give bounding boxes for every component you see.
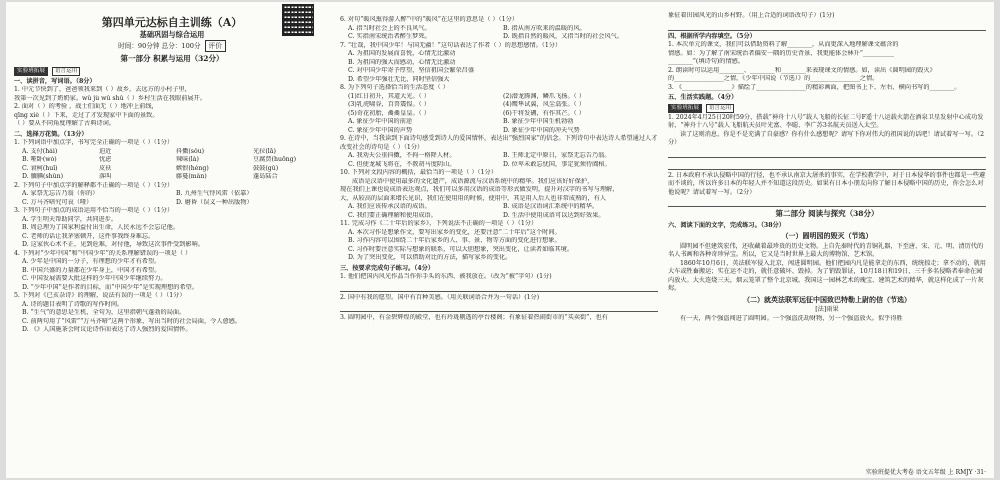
option-cell: 迫近 — [99, 147, 112, 155]
option-cell: 皮袄 — [99, 164, 112, 172]
option-line: B. 为祖国的强大而感动，心情无比激动 — [348, 58, 456, 66]
option-cell: (3)乳虎啸谷，百兽震惶。（ ） — [348, 101, 430, 108]
sec4-title: 四、根据所学内容填空。（5分） — [668, 32, 756, 40]
option-cell: 豆腐贾(huōng) — [253, 156, 297, 163]
tag-language: 语言运用 — [52, 67, 80, 76]
option-line: D. “少年中国”是作者的目标，而“中国少年”是实现理想的希望。 — [22, 283, 199, 291]
answer-line[interactable] — [668, 21, 986, 31]
option-cell: A. 我们应该传承汉语的成语。 — [348, 203, 431, 210]
question: 11. 完成习作《二十年后的家乡》，下列说法不正确的一项是（ ）（1分） — [340, 220, 538, 227]
answer-line[interactable] — [668, 197, 986, 207]
column-left — [14, 2, 330, 478]
time-score-text: 时间：90分钟 总分：100分 — [118, 42, 201, 50]
tag-extension: 实验班拓展 — [14, 67, 48, 76]
option-line: B. 中国兴盛的力量都在少年身上，中国才有希望。 — [22, 266, 161, 274]
practice-text: 1. 2024年4月25日20时59分，搭载“神舟十八号”载人飞船的长征二号F遥十八运载火箭在酒泉卫星发射中心成功发射，“神舟十八号”载人飞船航天员叶光富、李聪、李广苏3名航天员送入太空。 — [668, 113, 984, 129]
option-row — [340, 152, 658, 161]
option-line: D. 《》人国施茶会时议论诗作而表达了诗人强烈的爱国情怀。 — [22, 326, 192, 333]
option-cell: (1)红日初升，其道大光。（ ） — [348, 92, 430, 100]
fill-line: 2. 朗读时可以运用________、________和________来表现课文的情感。如，读出《圆明园的毁灭》 — [668, 66, 936, 74]
option-cell: B. 成语是汉语词汇系统中的精华。 — [503, 203, 599, 210]
option-line: A. 为祖国的发展而喜悦，心情无比激动 — [348, 50, 456, 57]
option-line: C. 中国发展需要大批这样的少年中国少年继续努力。 — [22, 275, 167, 282]
question: 8. 为下列句子选择恰当的生活态度（ ） — [340, 84, 449, 91]
option-cell: D. 象征少年中国的冲天气势 — [503, 126, 580, 134]
practice-text: 2. 日本政府不承认侵略中国的行径，也不承认南京大屠杀的事实，在学校教学中，对于日本侵华的事件也都是一些避而不谈的，所以许多日本的年轻人并不知道这段历史。如果有日本小朋友向你了解日本侵略中国的历史，你会怎么对他说呢？请试着写一写。（2分） — [668, 171, 986, 196]
option-cell: C. 衰柯(huǐ) — [22, 164, 58, 172]
option-cell: C. 实指南宋统治者醉生梦死。 — [348, 33, 431, 40]
option-cell: 落叫 — [99, 173, 112, 180]
question: 3. 下列句子中加点的成语运用不恰当的一项是（ ）（1分） — [14, 207, 174, 214]
option-cell: D. 既指自然的暖风，又指当时的社会风气。 — [503, 33, 624, 40]
sec5-tags — [668, 104, 986, 113]
sec1-line: qīng xiè（ ）下来，走过了才发现家中下面的景致。 — [14, 111, 159, 119]
option-row — [340, 127, 658, 136]
option-cell: C. 万马齐喑究可哀（哑） — [22, 198, 93, 206]
qr-code-icon — [282, 4, 314, 36]
option-row — [340, 33, 658, 42]
fill-line: 1. 本次单元的课文，我们可以借助资料了解________，从而更深入地理解课文蕴含的 — [668, 41, 899, 48]
option-cell: A. 我劝天公重抖擞，不拘一格降人材。 — [348, 152, 456, 159]
option-cell: D. 生活中使用成语可以达到好效果。 — [503, 211, 605, 219]
option-cell: D. 磨昏（误义一种出版物） — [176, 198, 253, 206]
option-cell: D. 腼腆(shǔn) — [22, 173, 64, 180]
question: 1. 下列词语中加点字，书写完全正确的一项是（ ）（1分） — [14, 139, 174, 146]
option-cell: A. 家祭无忘告乃翁（你的） — [22, 190, 99, 197]
score-box: 评价 — [205, 40, 226, 52]
reading2-title: （二）就英法联军远征中国致巴特勒上尉的信（节选） — [743, 294, 911, 304]
option-cell: 鼓鼓(gǔ) — [253, 164, 279, 172]
option-cell: 藤蔓(màn) — [176, 173, 207, 180]
option-line: C. 对中国少年寄予厚望，坚信祖国会繁荣昌盛 — [348, 67, 475, 74]
column-right — [668, 2, 986, 478]
answer-line[interactable] — [668, 148, 986, 158]
fill-line: ________”(填诗句)的情感。 — [668, 58, 745, 65]
sec1-line: 我第一次见到了奶奶家。wǔ jù wǔ shǔ（ ）乡村生活在我眼前展开。 — [14, 94, 206, 102]
sec2-title: 二、选择万花筒。（13分） — [14, 130, 88, 138]
sentence-task: 2. 国中有我的愿望。国中有百种美感。（用关联词语合并为一句话）(1分) — [340, 293, 540, 301]
answer-line[interactable] — [340, 282, 658, 292]
sec1-line: （ ）要从不同角度理解了古典诗词。 — [14, 120, 115, 127]
question: 6. 对句“暖风熏得游人醉”中的“暖风”在这里的意思是（ ）（1分） — [340, 16, 519, 23]
option-cell: 抖擞(sǒu) — [176, 147, 205, 155]
option-cell: (6)干将发硎，有作其芒。（ ） — [503, 109, 585, 117]
option-cell: D. 位卑未敢忘忧国，事定犹须待阖棺。 — [503, 160, 611, 168]
option-cell: C. 象征少年中国的声势 — [348, 126, 413, 134]
option-line: A. 诗的题目表明了诗歌的写作时间。 — [22, 300, 124, 308]
passage-line: 大，从较高的层面来增长见识，我们在使用用的时候，使用中，其是用人后人也非常成熟的，有人 — [340, 194, 607, 202]
option-cell: 忧虑 — [99, 156, 112, 163]
option-cell: C. 我们要正确理解和使用成语。 — [348, 211, 437, 219]
option-cell: 光拉(lā) — [253, 147, 276, 155]
option-cell: 蓬岛陆合 — [253, 173, 278, 180]
page-title: 第四单元达标自主训练（A） — [101, 16, 243, 29]
question: 5. 下列对《已亥杂诗》的理解，说法有误的一项是（ ）（1分） — [14, 292, 186, 299]
option-row — [340, 212, 658, 221]
fill-line: 情感。如：为了解了南宋统治者偏安一隅的历史背景，我更能体会林升“__________ — [668, 49, 894, 57]
exam-meta — [14, 40, 330, 52]
option-row — [340, 118, 658, 127]
fill-line: 的________________之情，《少年中国说（节选）》的________________之情。 — [668, 75, 879, 82]
option-line: B. “生气”的意思是生机，全句为，这里指朝气蓬勃的局面。 — [22, 309, 186, 316]
question: 7. “壮哉，我中国少年！与国无疆！”这句话表达了作者（ ）的思想感情。（1分） — [340, 41, 562, 49]
sec1-line: 1. 中元节快到了，爸爸领我来到（ ）故乡，去远方的小村子里， — [14, 86, 191, 93]
option-cell: A. 指当时社会上的不良风气。 — [348, 24, 431, 32]
exam-page — [6, 2, 994, 478]
question: 10. 下列对文段内容的概括，最恰当的一项是（ ）（1分） — [340, 169, 497, 176]
option-cell: B. 哑卧(wò) — [22, 156, 57, 163]
option-row — [14, 165, 330, 174]
option-row — [340, 25, 658, 34]
sec1-title: 一、读拼音，写词语。（8分） — [14, 77, 96, 85]
option-line: B. 周总理为了国家利益付出生命，人民永远不会忘记他。 — [22, 224, 179, 231]
question: 4. 下列对“少年中国”和“中国少年”的关系理解错误的一项是（ ） — [14, 249, 192, 257]
sec1-line: 2. 面对（ ）的考验 ，战士们面无（ ）地冲上前线， — [14, 103, 158, 110]
option-cell: B. 指从南方吹来的温暖的风。 — [503, 24, 586, 32]
reading2-author: [法]雨果 — [815, 306, 839, 313]
option-line: A. 学生明天帮助同学，共同进步。 — [22, 215, 118, 223]
option-cell: B. 王师北定中原日，家祭无忘告乃翁。 — [503, 152, 611, 159]
option-row — [340, 101, 658, 110]
option-row — [340, 203, 658, 212]
option-row — [14, 199, 330, 208]
question: 2. 下列句子中加点字的解释都不正确的一项是（ ）（1分） — [14, 181, 174, 189]
option-cell: 辣味(là) — [176, 156, 199, 163]
sec6-title: 六、阅读下面的文字，完成练习。（38分） — [668, 221, 785, 229]
sentence-task: 象征着田园风光的山乡村野。（用上合适的词语改句子）(1分) — [668, 12, 835, 19]
option-line: D. 为了突出变化，可以借助对比的方法，描写家乡的变化。 — [348, 254, 512, 261]
option-cell: (5)奇花初胎，矞矞皇皇。（ ） — [348, 109, 430, 117]
option-cell: A. 支付(hái) — [22, 147, 58, 155]
option-row — [14, 173, 330, 182]
tag-extension: 实验班拓展 — [668, 104, 702, 113]
question: 9. 在诗中，当我读到下面诗句感受到诗人的爱国情怀，表达出“强烈国家”的信念。下列诗句中表达诗人希望通过人才改变社会的诗句是（ ）（1分） — [340, 135, 658, 151]
option-line: C. 前两句用了“风雷”“万马齐喑”这两个形象，写出当时的社会局面，令人愈感。 — [22, 317, 242, 325]
option-cell: B. 象征少年中国生机勃勃 — [503, 118, 574, 125]
practice-question: 读了这则消息，你是不是充满了自豪感？你有什么感想呢？请写下你对伟大的祖国说的话吧！请试着写一写。（2分） — [668, 130, 985, 146]
passage-line: 现在我们上课也说成语表达观点，我们可以多用汉语的成语等形式做发明，提升对汉字的书写与理解， — [340, 186, 619, 193]
option-row — [340, 161, 658, 170]
option-line: B. 习作内容可以围绕二十年后家乡的人、事、景、物等方面的变化进行想象。 — [348, 237, 561, 244]
tag-language: 语言运用 — [706, 104, 734, 113]
passage-line: 成语是汉语中使用最多的文化遗产，成语源流与汉语系统中的精华。我们应该好好保护， — [352, 177, 594, 185]
answer-line[interactable] — [340, 302, 658, 312]
option-cell: 嫉恨(hèng) — [176, 164, 209, 172]
sentence-task: 1. 他们把国内风光作品当作你手头的东西、被我放在。（改为“被”字句）(1分) — [340, 273, 552, 280]
reading1-title: （一）圆明园的毁灭（节选） — [781, 231, 873, 240]
option-cell: (2)潜龙腾渊，鳞爪飞扬。（ ） — [503, 92, 585, 100]
fill-line: 3. 《________________》描绘了________________的精彩画面，把图书上下、左右、横向书写的________。 — [668, 83, 961, 91]
reading1-paragraph: 圆明园不但建筑宏伟，还收藏着最珍贵的历史文物。上自先秦时代的青铜礼器，下至唐、宋、元、明、清历代的名人书画和各种奇珍异宝。所以，它又是当时世界上最大的博物馆、艺术馆。 — [668, 242, 984, 258]
option-row — [340, 93, 658, 102]
page-footer: 实验班提优大考卷 语文五年级 上 RMJY ·31· — [865, 469, 986, 476]
option-line: C. 老师的话让我茅塞顿开，这件事我终身难忘。 — [22, 232, 155, 240]
option-row — [340, 110, 658, 119]
option-line: C. 习作时要注意实际与想象的联系，可以大胆想象，突出变化，让读者如临其境。 — [348, 245, 574, 253]
option-cell: A. 象征少年中国的前途 — [348, 118, 413, 125]
option-line: A. 本次习作是想象作文，要写出家乡的变化，还要注意“二十年后”这个时间。 — [348, 228, 561, 236]
option-cell: (4)鹰隼试翼，风尘翕张。（ ） — [503, 101, 585, 108]
option-cell: B. 九州生气恃风雷（依靠） — [176, 190, 253, 197]
sentence-task: 3. 圆明园中，有金碧辉煌的殿堂，也有玲珑剔透的亭台楼阁；有象征着热闹街市的“买卖街”，也有 — [340, 314, 608, 321]
option-row — [14, 148, 330, 157]
page-subtitle: 基础巩固与综合运用 — [139, 30, 205, 39]
part1-title: 第一部分 积累与运用（32分） — [120, 54, 224, 63]
option-line: D. 这家伙心术不正，见到危难，对付他，导致这次事件受到影响。 — [22, 241, 204, 248]
reading1-paragraph: 1860年10月6日，英法联军侵入北京，闯进圆明园。他们把园内凡是能拿走的东西，统统掠走；拿不动的，就用大车或牲畜搬运；实在运不走的，就任意破坏、毁掉。为了销毁罪证，10月18日和19日，三千多名侵略者奉命在园内放火。大火连烧三天，烟云笼罩了整个北京城。我国这一园林艺术的瑰宝、建筑艺术的精华，就这样化成了一片灰烬。 — [668, 259, 986, 292]
answer-line[interactable] — [668, 160, 986, 170]
option-row — [14, 156, 330, 165]
sec1-tags — [14, 67, 330, 76]
sec3-title: 三、按要求完成句子练习。（4分） — [340, 264, 435, 272]
reading2-paragraph: 有一天，两个强盗闯进了圆明园。一个强盗洗劫财物，另一个强盗放火。似乎得胜 — [680, 314, 903, 322]
part2-title: 第二部分 阅读与探究（38分） — [775, 209, 879, 218]
option-row — [14, 190, 330, 199]
column-middle — [340, 2, 658, 478]
option-line: D. 希望少年强壮无比，同时坚信强大 — [348, 75, 450, 83]
option-line: A. 少年是中国的一分子，有理想的少年才有希望。 — [22, 258, 161, 265]
option-cell: C. 但使龙城飞将在，不教胡马度阴山。 — [348, 160, 456, 168]
sec5-title: 五、生活实践题。（4分） — [668, 94, 738, 101]
